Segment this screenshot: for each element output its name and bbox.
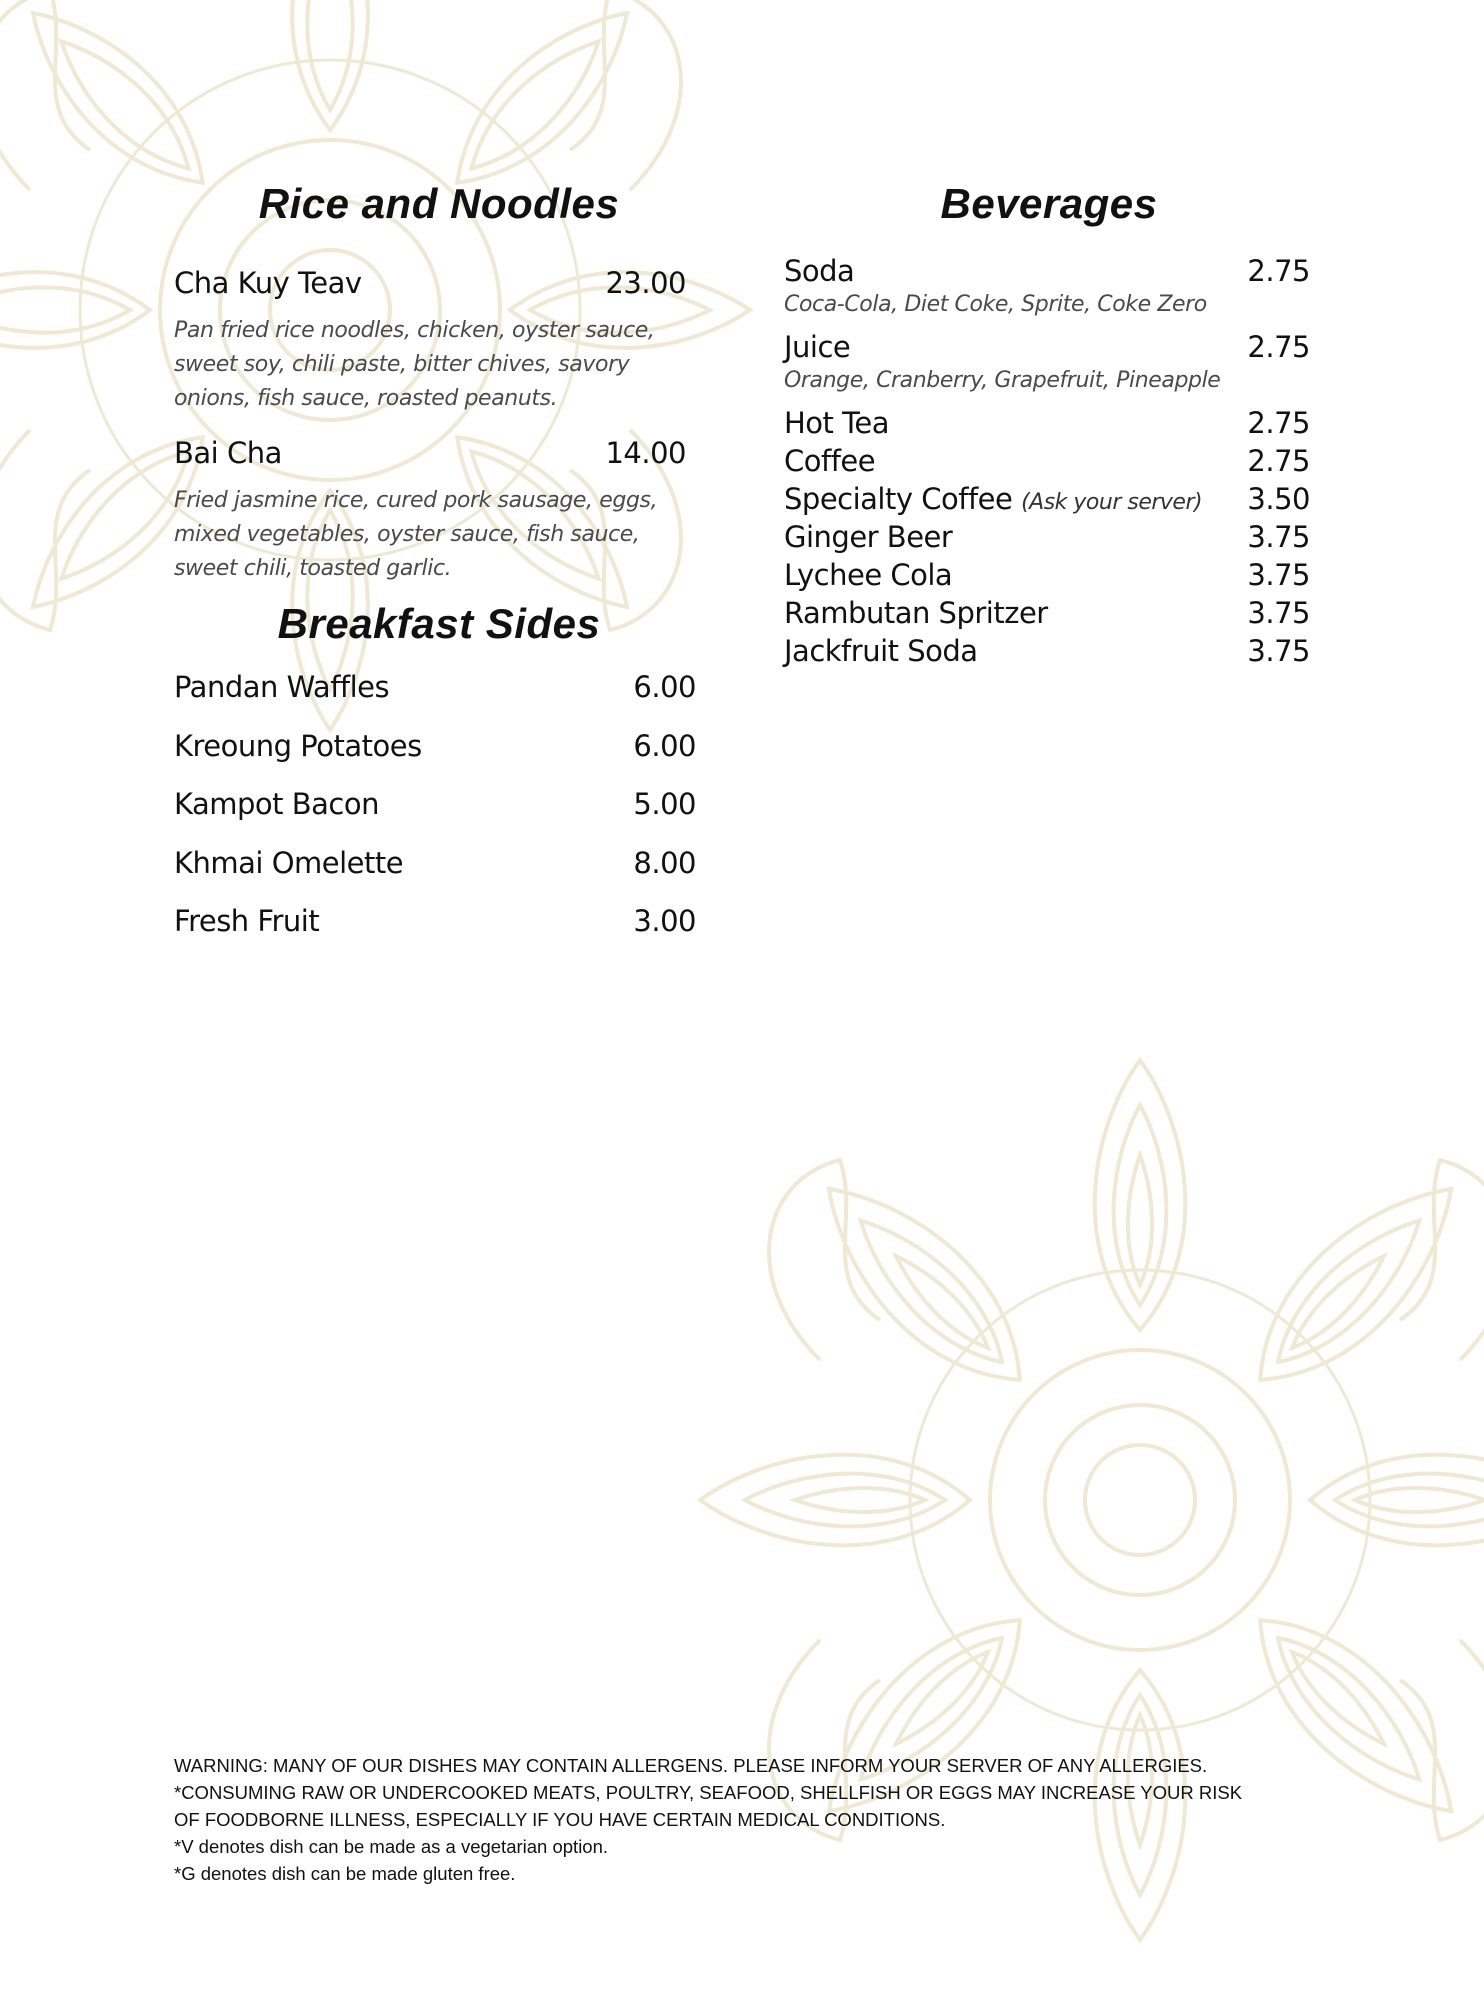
item-price: 2.75 (1247, 406, 1310, 440)
menu-item-fresh-fruit (174, 904, 696, 963)
section-title-rice-and-noodles: Rice and Noodles (258, 180, 620, 227)
item-price: 3.75 (1247, 558, 1310, 592)
right-column (784, 170, 1314, 670)
menu-item-kampot-bacon (174, 787, 696, 846)
item-price: 6.00 (633, 670, 696, 704)
item-name: Jackfruit Soda (784, 634, 978, 668)
menu-item-juice (784, 328, 1310, 366)
item-name: Hot Tea (784, 406, 890, 440)
item-price: 2.75 (1247, 254, 1310, 288)
item-name: Bai Cha (174, 436, 282, 470)
description-line: sweet soy, chili paste, bitter chives, savory (174, 352, 630, 377)
allergen-warning-footer (174, 1752, 1324, 1887)
description-line: Fried jasmine rice, cured pork sausage, eggs, (174, 488, 658, 513)
item-name-group (784, 482, 1202, 516)
item-description (174, 484, 694, 586)
item-name: Ginger Beer (784, 520, 953, 554)
item-price: 6.00 (633, 728, 696, 763)
item-price: 8.00 (633, 845, 696, 880)
item-price: 3.75 (1247, 520, 1310, 554)
footer-line: *V denotes dish can be made as a vegetarian option. (174, 1836, 609, 1857)
menu-item-hot-tea (784, 404, 1310, 442)
item-price: 3.00 (633, 904, 696, 938)
item-name: Kreoung Potatoes (174, 728, 422, 763)
item-price: 2.75 (1247, 444, 1310, 478)
description-line: sweet chili, toasted garlic. (174, 556, 452, 581)
item-price: 3.50 (1247, 482, 1310, 516)
item-options: Orange, Cranberry, Grapefruit, Pineapple (784, 368, 1221, 393)
menu-item-coffee (784, 442, 1310, 480)
item-name: Coffee (784, 444, 876, 478)
menu-item-jackfruit-soda (784, 632, 1310, 670)
menu-item-specialty-coffee (784, 480, 1310, 518)
item-name: Juice (784, 330, 851, 364)
item-name: Cha Kuy Teav (174, 266, 362, 300)
item-price: 2.75 (1247, 330, 1310, 364)
description-line: Pan fried rice noodles, chicken, oyster sauce, (174, 318, 655, 343)
section-title-breakfast-sides: Breakfast Sides (277, 600, 601, 647)
menu-item-ginger-beer (784, 518, 1310, 556)
item-price: 14.00 (605, 436, 686, 470)
beverages-list (784, 252, 1314, 670)
description-line: onions, fish sauce, roasted peanuts. (174, 386, 558, 411)
menu-item-bai-cha (174, 436, 686, 470)
item-price: 5.00 (633, 787, 696, 821)
item-name: Rambutan Spritzer (784, 596, 1048, 630)
footer-line: *G denotes dish can be made gluten free. (174, 1863, 516, 1884)
footer-line: OF FOODBORNE ILLNESS, ESPECIALLY IF YOU HAVE CERTAIN MEDICAL CONDITIONS. (174, 1809, 946, 1830)
item-name: Pandan Waffles (174, 670, 390, 704)
breakfast-sides-list (174, 670, 704, 963)
item-name: Khmai Omelette (174, 845, 404, 880)
item-name: Kampot Bacon (174, 787, 380, 821)
item-name: Fresh Fruit (174, 904, 320, 938)
menu-item-kreoung-potatoes (174, 729, 696, 788)
item-price: 3.75 (1247, 596, 1310, 630)
menu-item-lychee-cola (784, 556, 1310, 594)
description-line: mixed vegetables, oyster sauce, fish sauce, (174, 522, 640, 547)
item-price: 3.75 (1247, 634, 1310, 668)
menu-item-pandan-waffles (174, 670, 696, 729)
footer-line: *CONSUMING RAW OR UNDERCOOKED MEATS, POULTRY, SEAFOOD, SHELLFISH OR EGGS MAY INCREASE YOUR RISK (174, 1782, 1243, 1803)
item-price: 23.00 (605, 266, 686, 300)
left-column (174, 170, 704, 963)
item-options: Coca-Cola, Diet Coke, Sprite, Coke Zero (784, 292, 1207, 317)
menu-item-khmai-omelette (174, 846, 696, 905)
footer-line: WARNING: MANY OF OUR DISHES MAY CONTAIN ALLERGENS. PLEASE INFORM YOUR SERVER OF ANY ALLERGIES. (174, 1755, 1208, 1776)
menu-item-cha-kuy-teav (174, 266, 686, 300)
item-note: (Ask your server) (1021, 490, 1203, 515)
menu-item-soda (784, 252, 1310, 290)
item-name: Lychee Cola (784, 558, 953, 592)
item-name: Soda (784, 254, 855, 288)
item-description (174, 314, 694, 416)
menu-item-rambutan-spritzer (784, 594, 1310, 632)
item-name: Specialty Coffee (784, 482, 1013, 516)
section-title-beverages: Beverages (940, 180, 1158, 227)
